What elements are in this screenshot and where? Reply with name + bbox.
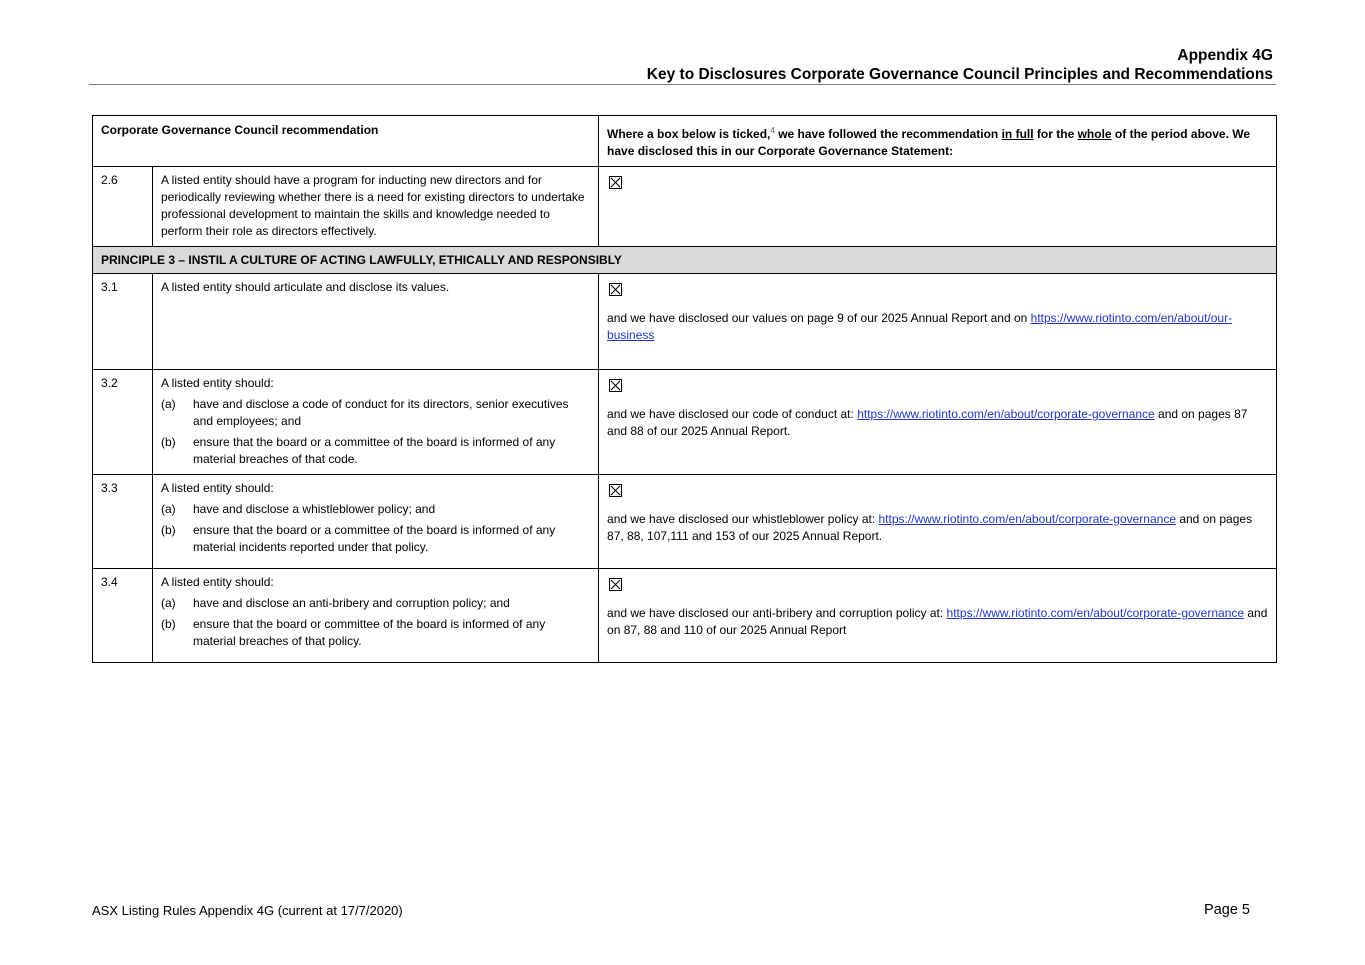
recommendation-text: A listed entity should: (a) have and disclose an anti-bribery and corruption policy; and (b) ensure that the board or committee of the board is informed of any material breaches of that policy. <box>153 569 599 663</box>
ticked-checkbox-icon[interactable] <box>609 379 622 392</box>
footnote-marker: 4 <box>770 126 775 135</box>
page-number: Page 5 <box>1204 902 1250 918</box>
ticked-checkbox-icon[interactable] <box>609 578 622 591</box>
disclosure-cell <box>599 370 1277 475</box>
recommendation-number: 3.3 <box>93 475 153 569</box>
sub-item-b: (b) ensure that the board or a committee of the board is informed of any material breaches of that code. <box>161 435 556 466</box>
ticked-checkbox-icon[interactable] <box>609 176 622 189</box>
corporate-governance-link[interactable]: https://www.riotinto.com/en/about/corporate-governance <box>857 407 1155 421</box>
disclosure-text: and we have disclosed our code of conduct at: https://www.riotinto.com/en/about/corporate-governance and on pages 87 and 88 of our 2025 Annual Report. <box>607 407 1248 438</box>
table-row <box>93 370 1277 475</box>
recommendation-text: A listed entity should articulate and disclose its values. <box>153 274 599 370</box>
sub-item-b: (b) ensure that the board or committee of the board is informed of any material breaches of that policy. <box>161 617 546 648</box>
recommendation-number: 2.6 <box>93 167 153 247</box>
table-row <box>93 475 1277 569</box>
table-row <box>93 274 1277 370</box>
table-row <box>93 569 1277 663</box>
disclosure-text: and we have disclosed our values on page 9 of our 2025 Annual Report and on https://www.riotinto.com/en/about/our-business <box>607 311 1233 342</box>
principle-3-heading: PRINCIPLE 3 – INSTIL A CULTURE OF ACTING LAWFULLY, ETHICALLY AND RESPONSIBLY <box>93 247 1277 274</box>
sub-item-a: (a) have and disclose a code of conduct for its directors, senior executives and employees; and <box>161 397 569 428</box>
principle-heading-row <box>93 247 1277 274</box>
recommendation-column-header: Corporate Governance Council recommendation <box>93 116 599 167</box>
disclosure-table <box>92 115 1277 663</box>
disclosure-cell <box>599 274 1277 370</box>
sub-item-a: (a) have and disclose a whistleblower policy; and <box>161 502 436 516</box>
disclosure-column-header: Where a box below is ticked,$^4$ we have followed the recommendation in full for the whole of the period above. We have disclosed this in our Corporate Governance Statement: <box>599 116 1277 167</box>
page-header <box>647 46 1273 84</box>
sub-item-a: (a) have and disclose an anti-bribery and corruption policy; and <box>161 596 510 610</box>
sub-item-b: (b) ensure that the board or a committee of the board is informed of any material incidents reported under that policy. <box>161 523 556 554</box>
recommendation-text: A listed entity should: (a) have and disclose a whistleblower policy; and (b) ensure that the board or a committee of the board is informed of any material incidents reported under that policy. <box>153 475 599 569</box>
disclosure-text: and we have disclosed our whistleblower policy at: https://www.riotinto.com/en/about/corporate-governance and on pages 87, 88, 107,111 and 153 of our 2025 Annual Report. <box>607 512 1253 543</box>
recommendation-number: 3.4 <box>93 569 153 663</box>
disclosure-cell <box>599 569 1277 663</box>
corporate-governance-link[interactable]: https://www.riotinto.com/en/about/corporate-governance <box>878 512 1176 526</box>
recommendation-text: A listed entity should have a program for inducting new directors and for periodically reviewing whether there is a need for existing directors to undertake professional development to maintain the skills and knowledge needed to perform their role as directors effectively. <box>153 167 599 247</box>
footer-source: ASX Listing Rules Appendix 4G (current at 17/7/2020) <box>92 903 403 918</box>
disclosure-cell <box>599 167 1277 247</box>
disclosure-text: and we have disclosed our anti-bribery and corruption policy at: https://www.riotinto.com/en/about/corporate-governance and on 87, 88 and 110 of our 2025 Annual Report <box>607 606 1268 637</box>
header-divider <box>89 84 1276 85</box>
corporate-governance-link[interactable]: https://www.riotinto.com/en/about/corporate-governance <box>946 606 1245 620</box>
about-our-business-link[interactable]: https://www.riotinto.com/en/about/our-business <box>607 311 1233 342</box>
header-subtitle: Key to Disclosures Corporate Governance Council Principles and Recommendations <box>646 66 1273 83</box>
ticked-checkbox-icon[interactable] <box>609 484 622 497</box>
recommendation-number: 3.1 <box>93 274 153 370</box>
recommendation-number: 3.2 <box>93 370 153 475</box>
disclosure-cell <box>599 475 1277 569</box>
table-header-row <box>93 116 1277 167</box>
ticked-checkbox-icon[interactable] <box>609 283 622 296</box>
header-appendix-title: Appendix 4G <box>1177 47 1273 64</box>
recommendation-text: A listed entity should: (a) have and disclose a code of conduct for its directors, senior executives and employees; and (b) ensure that the board or a committee of the board is informed of any material breaches of that code. <box>153 370 599 475</box>
table-row <box>93 167 1277 247</box>
